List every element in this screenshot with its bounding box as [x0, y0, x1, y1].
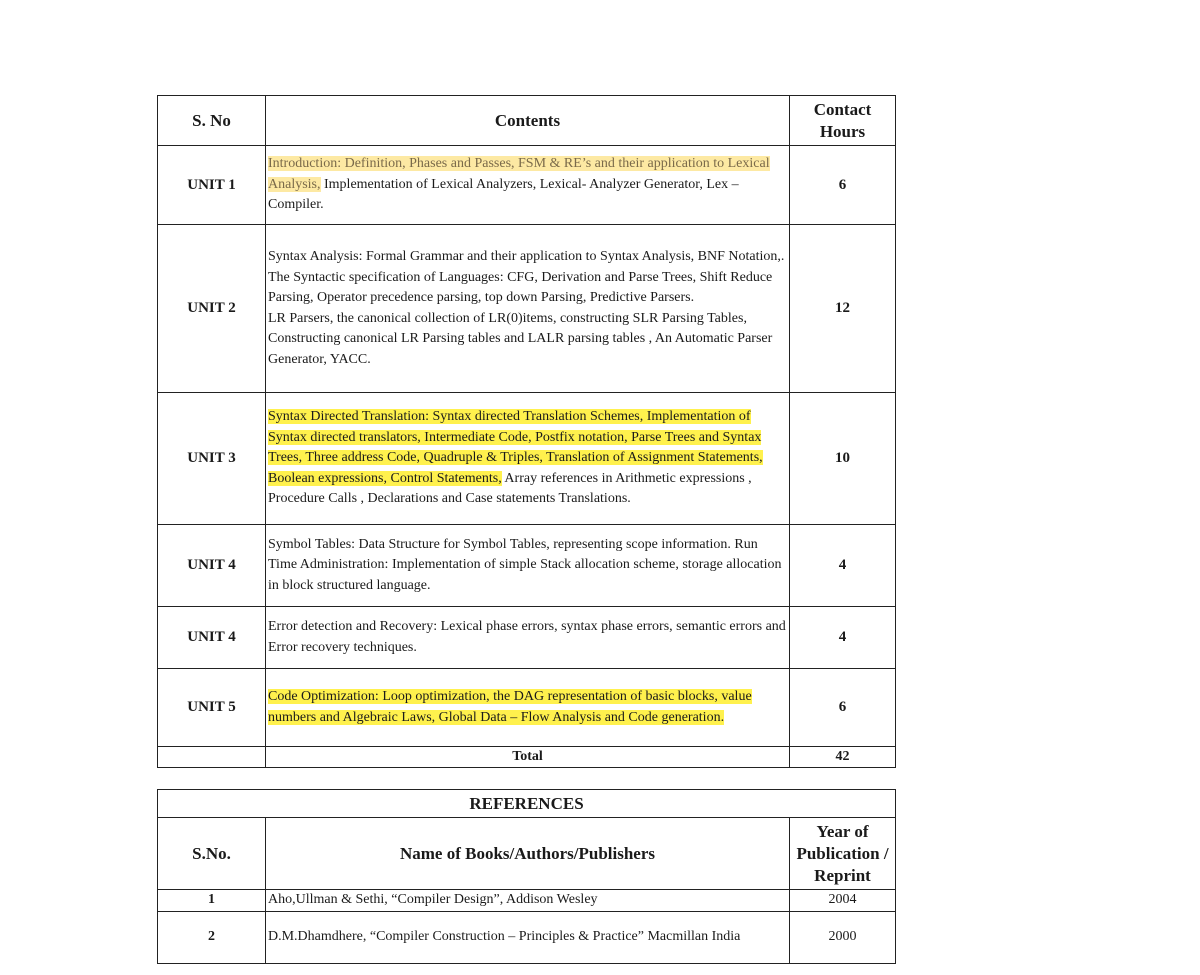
unit-contents	[266, 669, 790, 747]
unit-contents	[266, 146, 790, 225]
highlighted-text: Code Optimization: Loop optimization, the DAG representation of basic blocks, value numbers and Algebraic Laws, Global Data – Flow Analysis and Code generation.	[268, 689, 752, 725]
unit-hours: 4	[790, 525, 896, 607]
syllabus-table	[157, 95, 896, 768]
total-blank-cell	[158, 747, 266, 768]
unit-row	[158, 146, 896, 225]
unit-hours: 12	[790, 225, 896, 393]
reference-name: Aho,Ullman & Sethi, “Compiler Design”, Addison Wesley	[266, 890, 790, 912]
unit-label: UNIT 1	[158, 146, 266, 225]
reference-year: 2000	[790, 911, 896, 963]
reference-year: 2004	[790, 890, 896, 912]
reference-name: D.M.Dhamdhere, “Compiler Construction – Principles & Practice” Macmillan India	[266, 911, 790, 963]
unit-row	[158, 669, 896, 747]
header-year: Year of Publication / Reprint	[790, 818, 896, 890]
syllabus-header-row	[158, 96, 896, 146]
unit-label: UNIT 2	[158, 225, 266, 393]
unit-label: UNIT 4	[158, 525, 266, 607]
header-sno: S. No	[158, 96, 266, 146]
plain-text: Array references in Arithmetic expressions , Procedure Calls , Declarations and Case statements Translations.	[268, 470, 752, 507]
reference-row	[158, 911, 896, 963]
unit-row	[158, 525, 896, 607]
highlighted-text: Introduction: Definition, Phases and Passes, FSM & RE’s and their application to Lexical Analysis,	[268, 156, 770, 192]
total-label: Total	[266, 747, 790, 768]
highlighted-text: Syntax Directed Translation: Syntax directed Translation Schemes, Implementation of Syntax directed translators, Intermediate Code, Postfix notation, Parse Trees and Syntax Trees, Three address Code, Quadruple & Triples, Translation of Assignment Statements, Boolean expressions, Control Statements,	[268, 409, 763, 486]
header-book-name: Name of Books/Authors/Publishers	[266, 818, 790, 890]
header-contents: Contents	[266, 96, 790, 146]
header-sno: S.No.	[158, 818, 266, 890]
unit-hours: 10	[790, 393, 896, 525]
unit-contents: Error detection and Recovery: Lexical phase errors, syntax phase errors, semantic errors and Error recovery techniques.	[266, 607, 790, 669]
unit-contents	[266, 225, 790, 393]
unit-contents	[266, 393, 790, 525]
reference-sno: 1	[158, 890, 266, 912]
plain-text: Implementation of Lexical Analyzers, Lexical- Analyzer Generator, Lex – Compiler.	[268, 176, 739, 213]
plain-text: LR Parsers, the canonical collection of LR(0)items, constructing SLR Parsing Tables, Constructing canonical LR Parsing tables and LALR parsing tables , An Automatic Parser Generator, YACC.	[268, 310, 773, 367]
unit-label: UNIT 5	[158, 669, 266, 747]
unit-label: UNIT 4	[158, 607, 266, 669]
total-row	[158, 747, 896, 768]
reference-sno: 2	[158, 911, 266, 963]
header-contact-hours: Contact Hours	[790, 96, 896, 146]
unit-hours: 4	[790, 607, 896, 669]
references-table	[157, 789, 896, 964]
unit-row	[158, 225, 896, 393]
unit-row	[158, 393, 896, 525]
references-title: REFERENCES	[158, 790, 896, 818]
references-title-row	[158, 790, 896, 818]
unit-contents: Symbol Tables: Data Structure for Symbol Tables, representing scope information. Run Time Administration: Implementation of simple Stack allocation scheme, storage allocation in block structured language.	[266, 525, 790, 607]
unit-label: UNIT 3	[158, 393, 266, 525]
reference-row	[158, 890, 896, 912]
references-header-row	[158, 818, 896, 890]
unit-hours: 6	[790, 669, 896, 747]
total-hours: 42	[790, 747, 896, 768]
unit-row	[158, 607, 896, 669]
plain-text: Syntax Analysis: Formal Grammar and their application to Syntax Analysis, BNF Notation,. The Syntactic specification of Languages: CFG, Derivation and Parse Trees, Shift Reduce Parsing, Operator precedence parsing, top down Parsing, Predictive Parsers.	[268, 249, 785, 305]
unit-hours: 6	[790, 146, 896, 225]
